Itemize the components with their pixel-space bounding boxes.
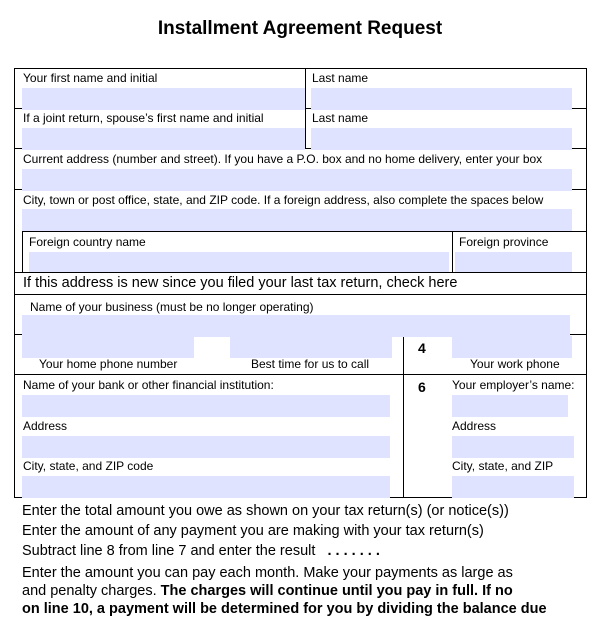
line-6-number: 6 [418, 379, 426, 395]
line-10-plain: and penalty charges. [22, 583, 161, 599]
spouse-first-name-field[interactable] [22, 128, 305, 150]
best-time-field[interactable] [230, 336, 392, 358]
line-4-number: 4 [418, 340, 426, 356]
bank-name-label: Name of your bank or other financial institution: [23, 378, 274, 392]
first-name-field[interactable] [22, 88, 305, 110]
form-title: Installment Agreement Request [157, 18, 443, 39]
home-phone-field[interactable] [22, 336, 194, 358]
city-label: City, town or post office, state, and ZIP code. If a foreign address, also complete the spaces below [23, 193, 544, 207]
employer-name-field[interactable] [452, 395, 568, 417]
address-new-label: If this address is new since you filed your last tax return, check here [23, 275, 458, 291]
line-7-text: Enter the total amount you owe as shown on your tax return(s) (or notice(s)) [22, 503, 509, 519]
foreign-province-field[interactable] [455, 252, 572, 272]
spouse-first-name-label: If a joint return, spouse’s first name and initial [23, 111, 264, 125]
last-name-field[interactable] [311, 88, 572, 110]
line-10-text-3: on line 10, a payment will be determined for you by dividing the balance due [22, 601, 547, 617]
line-8-text: Enter the amount of any payment you are making with your tax return(s) [22, 523, 484, 539]
current-address-field[interactable] [22, 169, 572, 191]
employer-city-label: City, state, and ZIP [452, 459, 554, 473]
bank-address-label: Address [23, 419, 68, 433]
employer-name-label: Your employer’s name: [452, 378, 575, 392]
work-phone-label: Your work phone [470, 357, 560, 371]
column-divider [22, 231, 23, 272]
work-phone-field[interactable] [452, 336, 572, 358]
current-address-label: Current address (number and street). If you have a P.O. box and no home delivery, enter your box [23, 152, 543, 166]
line-10-text-2 [22, 582, 513, 600]
foreign-country-label: Foreign country name [29, 235, 146, 249]
line-9-text [22, 542, 380, 560]
line-9-leader-dots: . . . . . . . [327, 543, 380, 559]
column-divider [403, 334, 404, 498]
first-name-label: Your first name and initial [23, 71, 158, 85]
row-divider [14, 294, 587, 295]
last-name-label: Last name [312, 71, 369, 85]
line-9-label: Subtract line 8 from line 7 and enter the result [22, 543, 316, 559]
bank-city-field[interactable] [22, 476, 390, 498]
employer-address-label: Address [452, 419, 497, 433]
home-phone-label: Your home phone number [39, 357, 178, 371]
column-divider [305, 68, 306, 148]
employer-address-field[interactable] [452, 436, 574, 458]
foreign-province-label: Foreign province [459, 235, 549, 249]
best-time-label: Best time for us to call [251, 357, 370, 371]
row-divider [14, 374, 587, 375]
spouse-last-name-field[interactable] [311, 128, 572, 150]
city-field[interactable] [22, 209, 572, 231]
column-divider [452, 231, 453, 272]
form-border-right [586, 68, 587, 498]
bank-city-label: City, state, and ZIP code [23, 459, 154, 473]
line-10-text-1: Enter the amount you can pay each month. Make your payments as large as [22, 565, 513, 581]
row-divider [22, 231, 587, 232]
spouse-last-name-label: Last name [312, 111, 369, 125]
bank-address-field[interactable] [22, 436, 390, 458]
foreign-country-field[interactable] [29, 252, 449, 272]
form-border-top [14, 68, 587, 69]
business-name-label: Name of your business (must be no longer operating) [30, 300, 314, 314]
bank-name-field[interactable] [22, 395, 390, 417]
business-name-field[interactable] [22, 315, 570, 337]
form-border-left [14, 68, 15, 498]
row-divider [14, 272, 587, 273]
employer-city-field[interactable] [452, 476, 574, 498]
line-10-bold: The charges will continue until you pay in full. If no [160, 583, 513, 599]
